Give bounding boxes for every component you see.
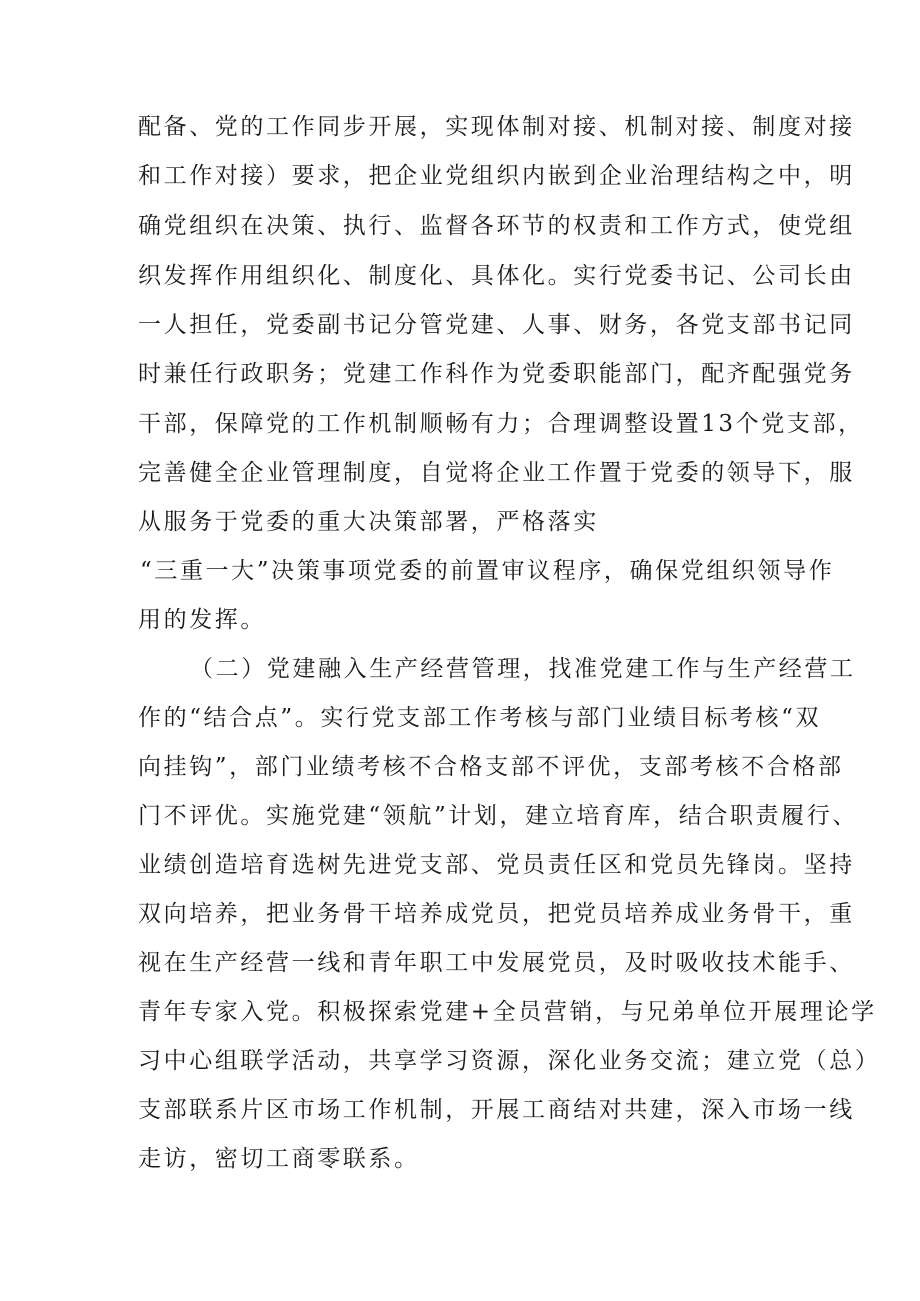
paragraph-line: 双向培养，把业务骨干培养成党员，把党员培养成业务骨干，重 — [138, 901, 855, 927]
paragraph-line: 配备、党的工作同步开展，实现体制对接、机制对接、制度对接 — [138, 114, 855, 140]
paragraph-line: 从服务于党委的重大决策部署，严格落实 — [138, 509, 599, 535]
paragraph-line: 作的“结合点”。实行党支部工作考核与部门业绩目标考核“双 — [138, 705, 822, 731]
paragraph-line: 习中心组联学活动，共享学习资源，深化业务交流；建立党（总） — [138, 1048, 881, 1074]
paragraph-line: 青年专家入党。积极探索党建+全员营销，与兄弟单位开展理论学 — [138, 999, 877, 1025]
paragraph-line: 向挂钩”，部门业绩考核不合格支部不评优，支部考核不合格部 — [138, 754, 844, 780]
paragraph-line: 时兼任行政职务；党建工作科作为党委职能部门，配齐配强党务 — [138, 361, 855, 387]
paragraph-line: 一人担任，党委副书记分管党建、人事、财务，各党支部书记同 — [138, 312, 855, 338]
paragraph-line: 业绩创造培育选树先进党支部、党员责任区和党员先锋岗。坚持 — [138, 852, 855, 878]
paragraph-line: 确党组织在决策、执行、监督各环节的权责和工作方式，使党组 — [138, 213, 855, 239]
paragraph-line: 干部，保障党的工作机制顺畅有力；合理调整设置13个党支部， — [138, 411, 864, 437]
paragraph-line: “三重一大”决策事项党委的前置审议程序，确保党组织领导作 — [140, 558, 835, 584]
section-heading-line: （二）党建融入生产经营管理，找准党建工作与生产经营工 — [190, 656, 856, 682]
paragraph-line: 用的发挥。 — [138, 607, 266, 633]
paragraph-line: 走访，密切工商零联系。 — [138, 1146, 420, 1172]
paragraph-line: 支部联系片区市场工作机制，开展工商结对共建，深入市场一线 — [138, 1097, 855, 1123]
paragraph-line: 门不评优。实施党建“领航”计划，建立培育库，结合职责履行、 — [138, 803, 858, 829]
paragraph-line: 和工作对接）要求，把企业党组织内嵌到企业治理结构之中，明 — [138, 163, 855, 189]
paragraph-line: 视在生产经营一线和青年职工中发展党员，及时吸收技术能手、 — [138, 950, 855, 976]
paragraph-line: 织发挥作用组织化、制度化、具体化。实行党委书记、公司长由 — [138, 263, 855, 289]
paragraph-line: 完善健全企业管理制度，自觉将企业工作置于党委的领导下，服 — [138, 460, 855, 486]
